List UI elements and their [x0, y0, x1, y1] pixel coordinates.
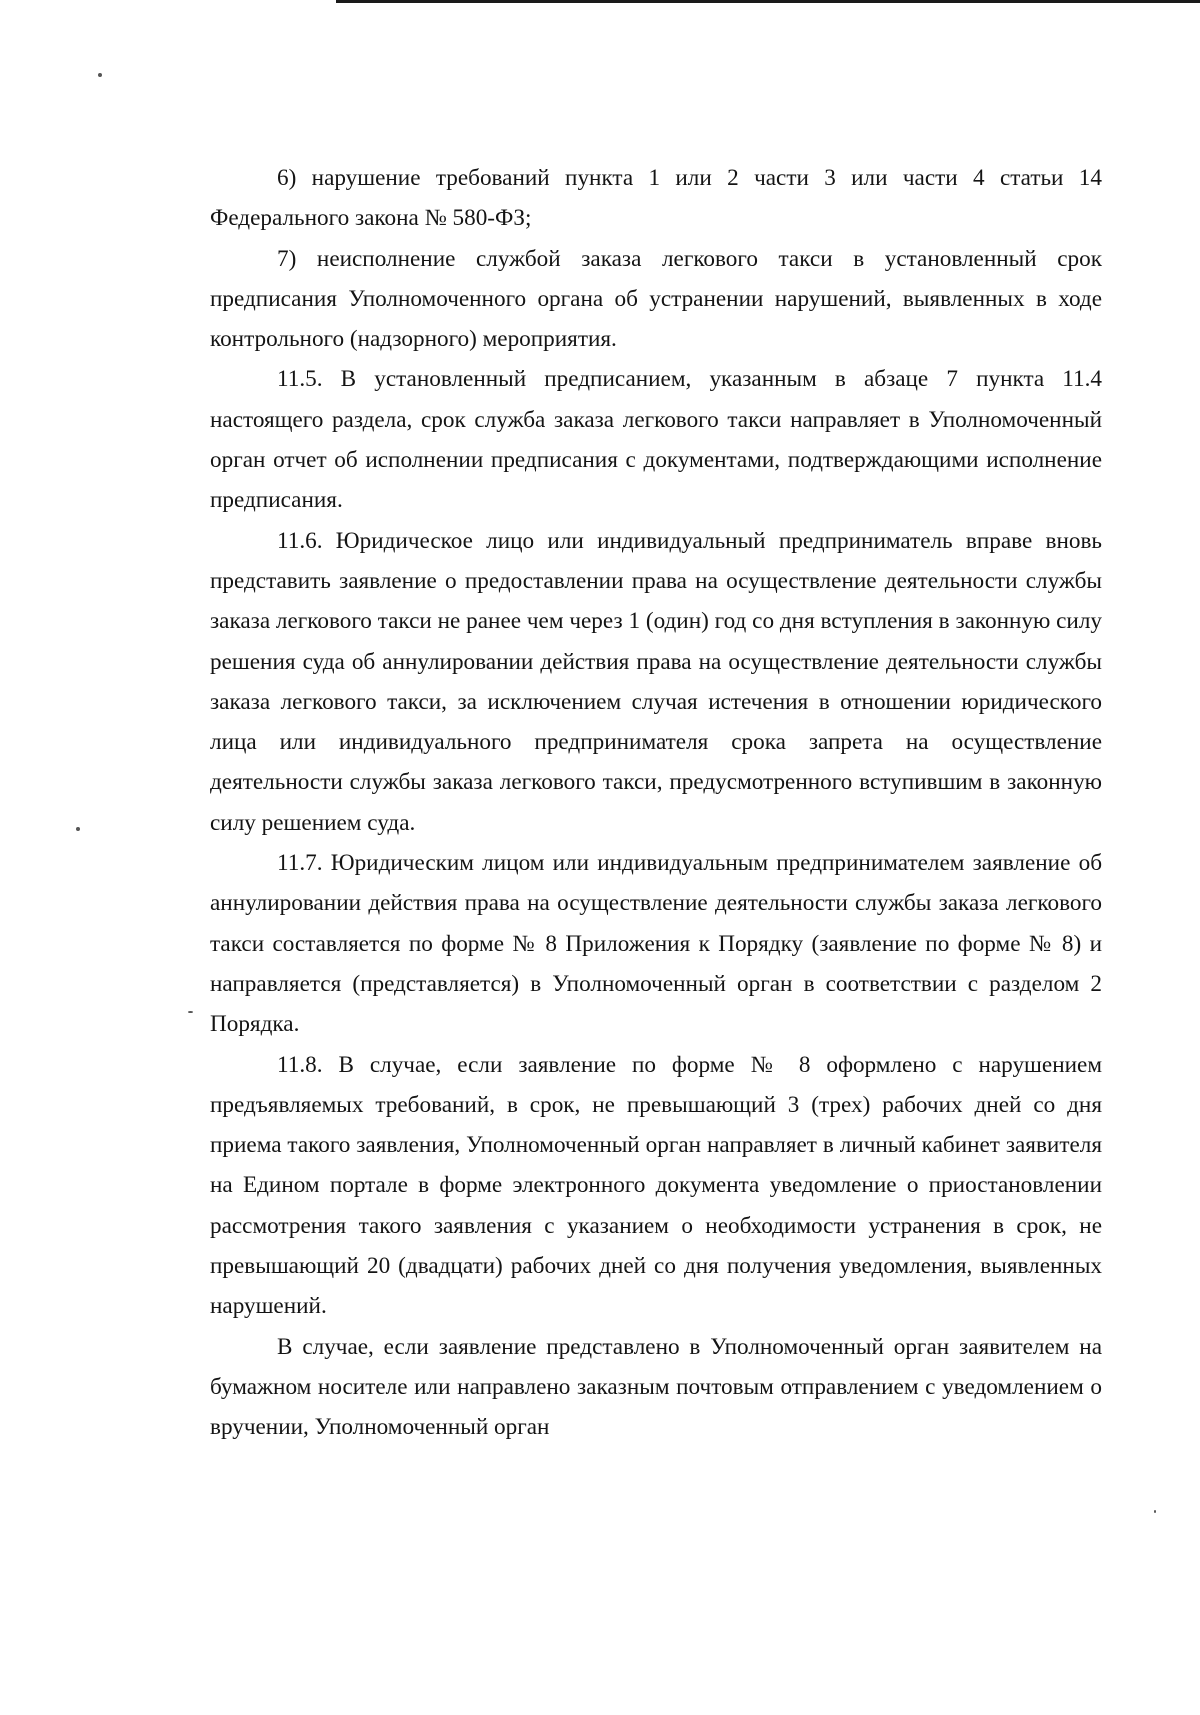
- scan-speck: [188, 1011, 193, 1013]
- scan-speck: [76, 827, 80, 831]
- paragraph-11-8: 11.8. В случае, если заявление по форме № 8 оформлено с нарушением предъявляемых требований, в срок, не превышающий 3 (трех) рабочих дней со дня приема такого заявления, Уполномоченный орган направляет в личный кабинет заявителя на Едином портале в форме электронного документа уведомление о приостановлении рассмотрения такого заявления с указанием о необходимости устранения в срок, не превышающий 20 (двадцати) рабочих дней со дня получения уведомления, выявленных нарушений.: [210, 1051, 1102, 1320]
- paragraph-11-7: 11.7. Юридическим лицом или индивидуальным предпринимателем заявление об аннулировании действия права на осуществление деятельности службы заказа легкового такси составляется по форме № 8 Приложения к Порядку (заявление по форме № 8) и направляется (представляется) в Уполномоченный орган в соответствии с разделом 2 Порядка.: [210, 850, 1102, 1038]
- paragraph-11-5: 11.5. В установленный предписанием, указанным в абзаце 7 пункта 11.4 настоящего раздела, срок служба заказа легкового такси направляет в Уполномоченный орган отчет об исполнении предписания с документами, подтверждающими исполнение предписания.: [210, 366, 1102, 514]
- paragraph-paper-submission: В случае, если заявление представлено в Уполномоченный орган заявителем на бумажном носителе или направлено заказным почтовым отправлением с уведомлением о вручении, Уполномоченный орган: [210, 1333, 1102, 1441]
- top-border-line: [336, 0, 1200, 3]
- paragraph-item-7: 7) неисполнение службой заказа легкового такси в установленный срок предписания Уполномоченного органа об устранении нарушений, выявленных в ходе контрольного (надзорного) мероприятия.: [210, 245, 1102, 353]
- document-body: [210, 158, 1102, 1448]
- scan-speck: [1154, 1510, 1156, 1513]
- paragraph-11-6: 11.6. Юридическое лицо или индивидуальный предприниматель вправе вновь представить заявление о предоставлении права на осуществление деятельности службы заказа легкового такси не ранее чем через 1 (один) год со дня вступления в законную силу решения суда об аннулировании действия права на осуществление деятельности службы заказа легкового такси, за исключением случая истечения в отношении юридического лица или индивидуального предпринимателя срока запрета на осуществление деятельности службы заказа легкового такси, предусмотренного вступившим в законную силу решением суда.: [210, 527, 1102, 836]
- scan-speck: [98, 73, 102, 77]
- paragraph-item-6: 6) нарушение требований пункта 1 или 2 части 3 или части 4 статьи 14 Федерального закона № 580-ФЗ;: [210, 165, 1102, 232]
